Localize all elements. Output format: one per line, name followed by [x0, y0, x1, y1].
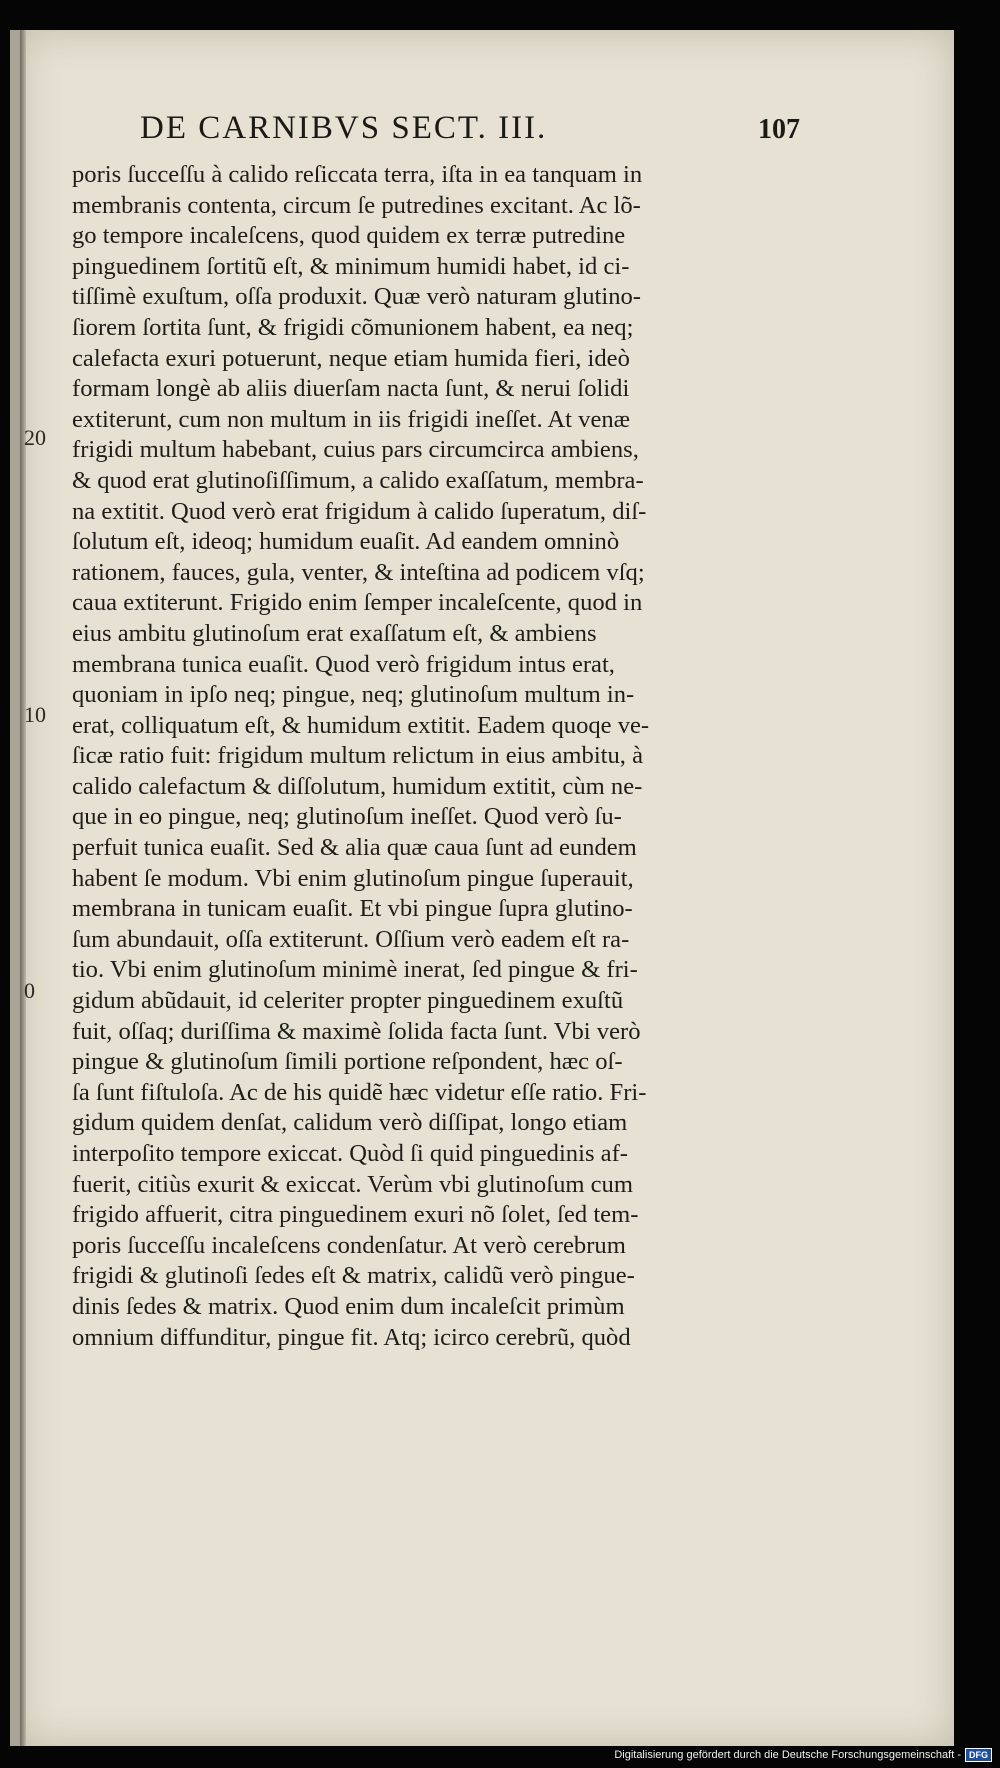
digitization-footer [614, 1748, 992, 1762]
text-line: go tempore incaleſcens, quod quidem ex terræ putredine [72, 222, 626, 250]
text-line: poris ſucceſſu incaleſcens condenſatur. At verò cerebrum [72, 1231, 626, 1259]
text-line: calido calefactum & diſſolutum, humidum extitit, cùm ne- [72, 772, 643, 800]
text-line: fuerit, citiùs exurit & exiccat. Verùm vbi glutinoſum cum [72, 1170, 633, 1198]
text-line: rationem, fauces, gula, venter, & inteſtina ad podicem vſq; [72, 558, 645, 586]
text-line: pingue & glutinoſum ſimili portione reſpondent, hæc oſ- [72, 1048, 623, 1076]
text-line: calefacta exuri potuerunt, neque etiam humida fieri, ideò [72, 344, 630, 372]
text-line: habent ſe modum. Vbi enim glutinoſum pingue ſuperauit, [72, 864, 634, 892]
text-line: ſiorem ſortita ſunt, & frigidi cõmunionem habent, ea neq; [72, 313, 634, 341]
text-line: dinis ſedes & matrix. Quod enim dum incaleſcit primùm [72, 1292, 625, 1320]
text-line: tio. Vbi enim glutinoſum minimè inerat, ſed pingue & fri- [72, 956, 638, 984]
text-line: interpoſito tempore exiccat. Quòd ſi quid pinguedinis af- [72, 1140, 628, 1167]
page-spine-shadow [20, 30, 26, 1746]
text-line: que in eo pingue, neq; glutinoſum ineſſet. Quod verò ſu- [72, 803, 622, 831]
footer-credit: Digitalisierung gefördert durch die Deutsche Forschungsgemeinschaft - [614, 1749, 961, 1761]
text-line: eius ambitu glutinoſum erat exaſſatum eſt, & ambiens [72, 619, 597, 647]
text-line: membrana in tunicam euaſit. Et vbi pingue ſupra glutino- [72, 895, 633, 923]
text-line: gidum abũdauit, id celeriter propter pinguedinem exuſtũ [72, 987, 624, 1015]
margin-line-number: 0 [24, 978, 35, 1003]
text-line: tiſſimè exuſtum, oſſa produxit. Quæ verò naturam glutino- [72, 283, 641, 311]
text-line: na extitit. Quod verò erat frigidum à calido ſuperatum, diſ- [72, 497, 647, 525]
text-line: ſum abundauit, oſſa extiterunt. Oſſium verò eadem eſt ra- [72, 925, 630, 953]
text-line: ſa ſunt fiſtuloſa. Ac de his quidẽ hæc videtur eſſe ratio. Fri- [72, 1078, 647, 1106]
margin-line-number: 20 [24, 425, 46, 450]
text-line: gidum quidem denſat, calidum verò diſſipat, longo etiam [72, 1109, 628, 1137]
body-text [72, 160, 772, 1353]
page-number: 107 [758, 114, 800, 145]
margin-line-number: 10 [24, 702, 46, 727]
text-line: membranis contenta, circum ſe putredines excitant. Ac lõ- [72, 191, 641, 219]
text-line: extiterunt, cum non multum in iis frigidi ineſſet. At venæ [72, 405, 631, 433]
text-line: ſicæ ratio fuit: frigidum multum relictum in eius ambitu, à [72, 742, 644, 770]
text-line: caua extiterunt. Frigido enim ſemper incaleſcente, quod in [72, 589, 643, 617]
text-line: perfuit tunica euaſit. Sed & alia quæ caua ſunt ad eundem [72, 834, 637, 862]
text-line: formam longè ab aliis diuerſam nacta ſunt, & nerui ſolidi [72, 375, 630, 403]
text-line: poris ſucceſſu à calido reſiccata terra, iſta in ea tanquam in [72, 161, 643, 188]
text-line: quoniam in ipſo neq; pingue, neq; glutinoſum multum in- [72, 681, 635, 709]
text-line: pinguedinem ſortitũ eſt, & minimum humidi habet, id ci- [72, 252, 630, 280]
page-header [140, 110, 800, 147]
text-line: frigido affuerit, citra pinguedinem exuri nõ ſolet, ſed tem- [72, 1201, 639, 1229]
text-line: ſolutum eſt, ideoq; humidum euaſit. Ad eandem omninò [72, 528, 620, 556]
dfg-logo: DFG [965, 1748, 992, 1762]
text-line: & quod erat glutinoſiſſimum, a calido exaſſatum, membra- [72, 466, 644, 494]
text-line: erat, colliquatum eſt, & humidum extitit. Eadem quoqe ve- [72, 711, 650, 739]
text-line: frigidi & glutinoſi ſedes eſt & matrix, calidũ verò pingue- [72, 1262, 635, 1290]
text-line: membrana tunica euaſit. Quod verò frigidum intus erat, [72, 650, 615, 678]
book-page [10, 30, 954, 1746]
text-line: frigidi multum habebant, cuius pars circumcirca ambiens, [72, 436, 639, 464]
running-head: DE CARNIBVS SECT. III. [140, 110, 548, 146]
text-line: omnium diffunditur, pingue fit. Atq; icirco cerebrũ, quòd [72, 1323, 631, 1351]
text-line: fuit, oſſaq; duriſſima & maximè ſolida facta ſunt. Vbi verò [72, 1017, 641, 1045]
